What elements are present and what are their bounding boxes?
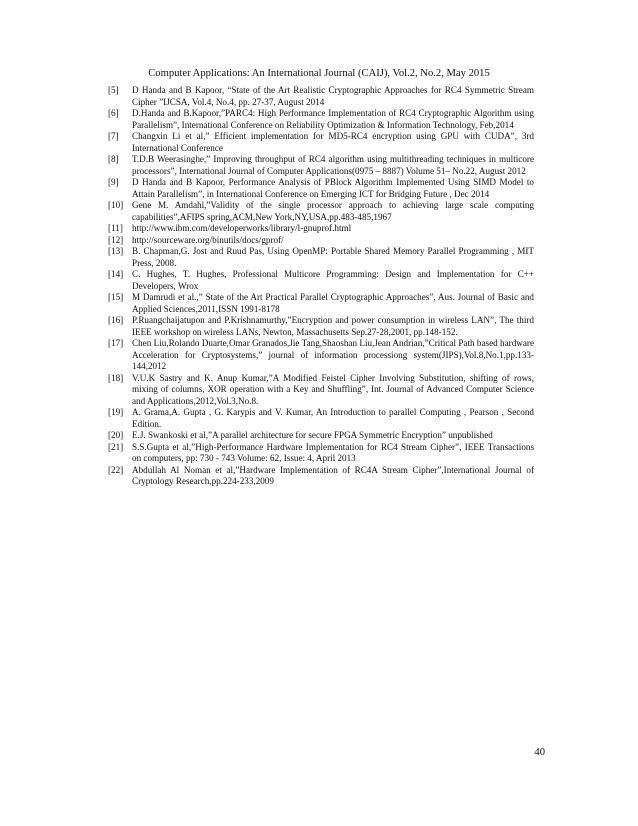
reference-item	[108, 373, 534, 408]
reference-number: [7]	[108, 131, 119, 141]
reference-text: Chen Liu,Rolando Duarte,Omar Granados,Jie Tang,Shaoshan Liu,Jean Andrian,”Critical Path based hardware Acceleration for Cryptosystems,” journal of information processiong system(JIPS),Vol.8,No.1,pp.133-144,2012	[132, 338, 534, 371]
reference-text: D.Handa and B.Kapoor,”PARC4: High Performance Implementation of RC4 Cryptographic Algorithm using Parallelism”, International Conference on Reliability Optimization & Information Technology, Feb,2014	[132, 108, 534, 130]
reference-text: D Handa and B Kapoor, Performance Analysis of PBlock Algorithm Implemented Using SIMD Model to Attain Parallelism”, in International Conference on Emerging ICT for Bridging Future , Dec 2014	[132, 177, 534, 199]
reference-number: [11]	[108, 223, 123, 233]
reference-text: Changxin Li et al,” Efficient implementation for MD5-RC4 encryption using GPU with CUDA”, 3rd International Conference	[132, 131, 534, 153]
reference-number: [15]	[108, 292, 124, 302]
reference-number: [13]	[108, 246, 124, 256]
reference-item	[108, 154, 534, 177]
reference-item	[108, 177, 534, 200]
reference-number: [22]	[108, 464, 124, 475]
reference-text: Gene M. Amdahl,”Validity of the single processor approach to achieving large scale computing capabilities”,AFIPS spring,ACM,New York,NY,USA,pp.483-485,1967	[132, 200, 534, 222]
reference-item	[108, 442, 534, 465]
reference-number: [19]	[108, 407, 124, 417]
reference-text: E.J. Swankoski et al,”A parallel architecture for secure FPGA Symmetric Encryption” unpublished	[132, 430, 493, 440]
reference-text: Abdullah Al Noman et al,”Hardware Implementation of RC4A Stream Cipher”,International Journal of Cryptology Research,pp.224-233,2009	[132, 464, 534, 486]
reference-item	[108, 292, 534, 315]
reference-item	[108, 407, 534, 430]
reference-number: [14]	[108, 269, 124, 279]
reference-text: C. Hughes, T. Hughes, Professional Multicore Programming: Design and Implementation for C++ Developers, Wrox	[132, 269, 534, 291]
reference-text: D Handa and B Kapoor, “State of the Art Realistic Cryptographic Approaches for RC4 Symmetric Stream Cipher ”IJCSA, Vol.4, No.4, pp. 27-37, August 2014	[132, 85, 534, 107]
reference-text: S.S.Gupta et al,”High-Performance Hardware Implementation for RC4 Stream Cipher”, IEEE Transactions on computers, pp: 730 - 743 Volume: 62, Issue: 4, April 2013	[132, 441, 534, 463]
reference-text: M Damrudi et al.,” State of the Art Practical Parallel Cryptographic Approaches”, Aus. Journal of Basic and Applied Sciences,2011,ISSN 1991-8178	[132, 292, 534, 314]
reference-text: B. Chapman,G. Jost and Ruud Pas, Using OpenMP: Portable Shared Memory Parallel Programming , MIT Press, 2008.	[132, 246, 534, 268]
reference-number: [17]	[108, 338, 124, 348]
reference-number: [20]	[108, 430, 124, 440]
reference-number: [9]	[108, 177, 119, 187]
page-number: 40	[534, 747, 545, 758]
reference-item	[108, 269, 534, 292]
reference-number: [5]	[108, 85, 119, 95]
reference-item	[108, 315, 534, 338]
reference-item	[108, 131, 534, 154]
reference-text: A. Grama,A. Gupta , G. Karypis and V. Kumar, An Introduction to parallel Computing , Pearson , Second Edition.	[132, 407, 534, 429]
reference-item	[108, 235, 534, 247]
reference-item	[108, 246, 534, 269]
reference-item	[108, 108, 534, 131]
reference-text: http://www.ibm.com/developerworks/library/l-gnuprof.html	[132, 223, 352, 233]
reference-item	[108, 465, 534, 488]
reference-number: [8]	[108, 154, 119, 164]
running-header: Computer Applications: An International Journal (CAIJ), Vol.2, No.2, May 2015	[148, 68, 490, 79]
reference-number: [18]	[108, 372, 124, 383]
reference-item	[108, 338, 534, 373]
reference-number: [12]	[108, 234, 124, 245]
reference-item	[108, 200, 534, 223]
reference-text: http://sourceware.org/binutils/docs/gprof/	[132, 234, 284, 245]
reference-item	[108, 223, 534, 235]
reference-item	[108, 430, 534, 442]
reference-list	[108, 85, 534, 488]
reference-number: [6]	[108, 108, 119, 118]
reference-item	[108, 85, 534, 108]
reference-number: [16]	[108, 315, 124, 325]
reference-text: T.D.B Weerasinghe,” Improving throughput of RC4 algorithm using multithreading techniques in multicore processors”, International Journal of Computer Applications(0975 – 8887) Volume 51– No.22, August 2012	[132, 154, 534, 176]
reference-text: P.Ruangchaijatupon and P.Krishnamurthy,”Encryption and power consumption in wireless LAN”, The third IEEE workshop on wireless LANs, Newton, Massachusetts Sep.27-28,2001, pp.148-152.	[132, 315, 534, 337]
reference-number: [10]	[108, 200, 124, 210]
reference-number: [21]	[108, 441, 124, 452]
reference-text: V.U.K Sastry and K. Anup Kumar,”A Modified Feistel Cipher Involving Substitution, shifting of rows, mixing of columns, XOR operation with a Key and Shuffling”, Int. Journal of Advanced Computer Science and Applications,2012,Vol.3,No.8.	[132, 372, 534, 406]
